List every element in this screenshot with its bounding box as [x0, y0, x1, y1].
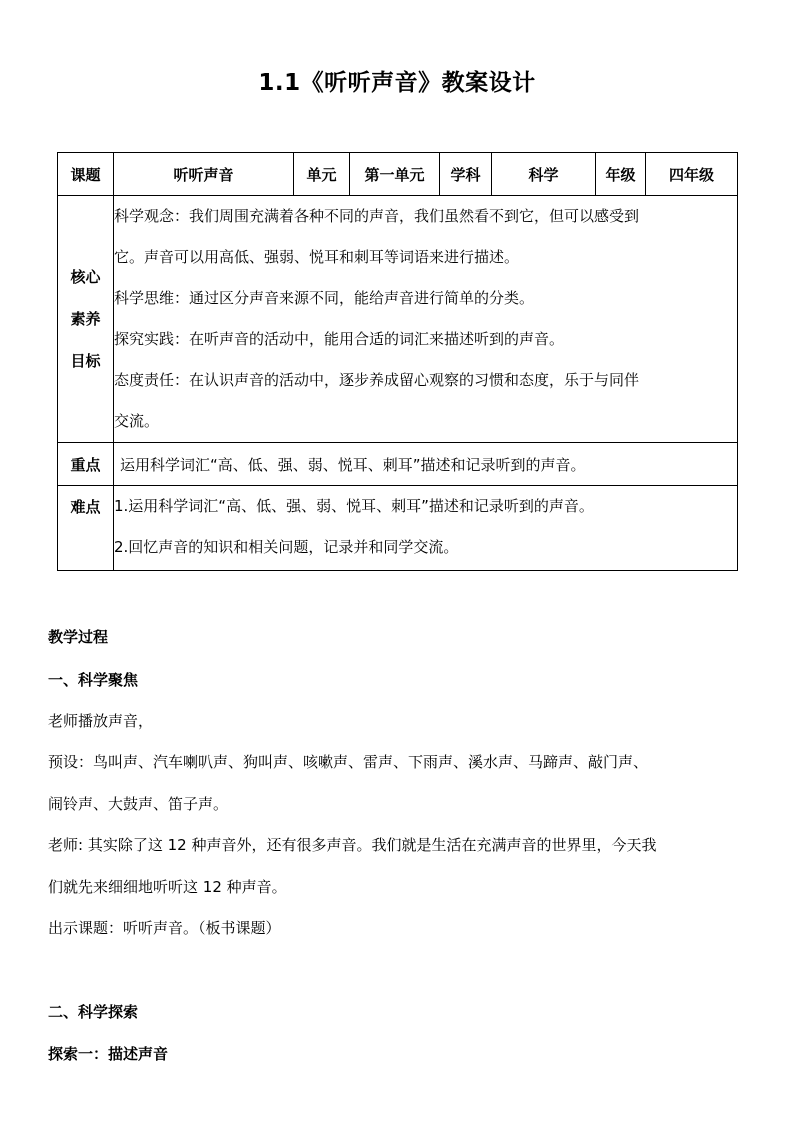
core-goal-line: 态度责任：在认识声音的活动中，逐步养成留心观察的习惯和态度，乐于与同伴 — [114, 371, 640, 389]
subject-label: 学科 — [440, 153, 492, 196]
core-label-line: 目标 — [70, 352, 101, 370]
grade-value: 四年级 — [646, 153, 738, 196]
unit-value: 第一单元 — [350, 153, 440, 196]
paragraph: 们就先来细细地听听这 12 种声音。 — [48, 878, 287, 896]
core-goal-line: 探究实践：在听声音的活动中，能用合适的词汇来描述听到的声音。 — [114, 330, 565, 348]
topic-label: 课题 — [58, 153, 114, 196]
unit-label: 单元 — [294, 153, 350, 196]
key-point-text: 运用科学词汇“高、低、强、弱、悦耳、刺耳”描述和记录听到的声音。 — [114, 443, 738, 486]
subsection-heading: 探索一：描述声音 — [48, 1045, 169, 1063]
grade-label: 年级 — [596, 153, 646, 196]
paragraph: 预设：鸟叫声、汽车喇叭声、狗叫声、咳嗽声、雷声、下雨声、溪水声、马蹄声、敲门声、 — [48, 753, 649, 771]
core-goals-label — [58, 196, 114, 443]
paragraph: 出示课题：听听声音。（板书课题） — [48, 919, 281, 937]
difficult-point-content — [114, 486, 738, 571]
subject-value: 科学 — [492, 153, 596, 196]
header-row — [58, 153, 738, 196]
section-heading-explore: 二、科学探索 — [48, 1003, 139, 1021]
difficult-point-row — [58, 486, 738, 571]
page-title: 1.1《听听声音》教案设计 — [258, 70, 536, 96]
paragraph: 老师: 其实除了这 12 种声音外，还有很多声音。我们就是生活在充满声音的世界里，今天我 — [48, 836, 657, 854]
difficult-line: 1.运用科学词汇“高、低、强、弱、悦耳、刺耳”描述和记录听到的声音。 — [114, 497, 594, 515]
process-heading: 教学过程 — [48, 628, 109, 646]
paragraph: 老师播放声音， — [48, 712, 154, 730]
core-goals-row — [58, 196, 738, 443]
topic-value: 听听声音 — [114, 153, 294, 196]
core-goal-line: 交流。 — [114, 412, 160, 430]
core-goal-line: 科学思维：通过区分声音来源不同，能给声音进行简单的分类。 — [114, 289, 535, 307]
key-point-label: 重点 — [58, 443, 114, 486]
core-goal-line: 它。声音可以用高低、强弱、悦耳和刺耳等词语来进行描述。 — [114, 248, 520, 266]
section-heading-focus: 一、科学聚焦 — [48, 671, 139, 689]
difficult-point-label: 难点 — [58, 486, 114, 571]
lesson-info-table — [57, 152, 738, 571]
core-goals-content — [114, 196, 738, 443]
paragraph: 闹铃声、大鼓声、笛子声。 — [48, 795, 229, 813]
core-label-line: 素养 — [70, 310, 101, 328]
core-label-line: 核心 — [70, 268, 101, 286]
difficult-line: 2.回忆声音的知识和相关问题，记录并和同学交流。 — [114, 538, 459, 556]
key-point-row — [58, 443, 738, 486]
core-goal-line: 科学观念：我们周围充满着各种不同的声音，我们虽然看不到它，但可以感受到 — [114, 207, 640, 225]
